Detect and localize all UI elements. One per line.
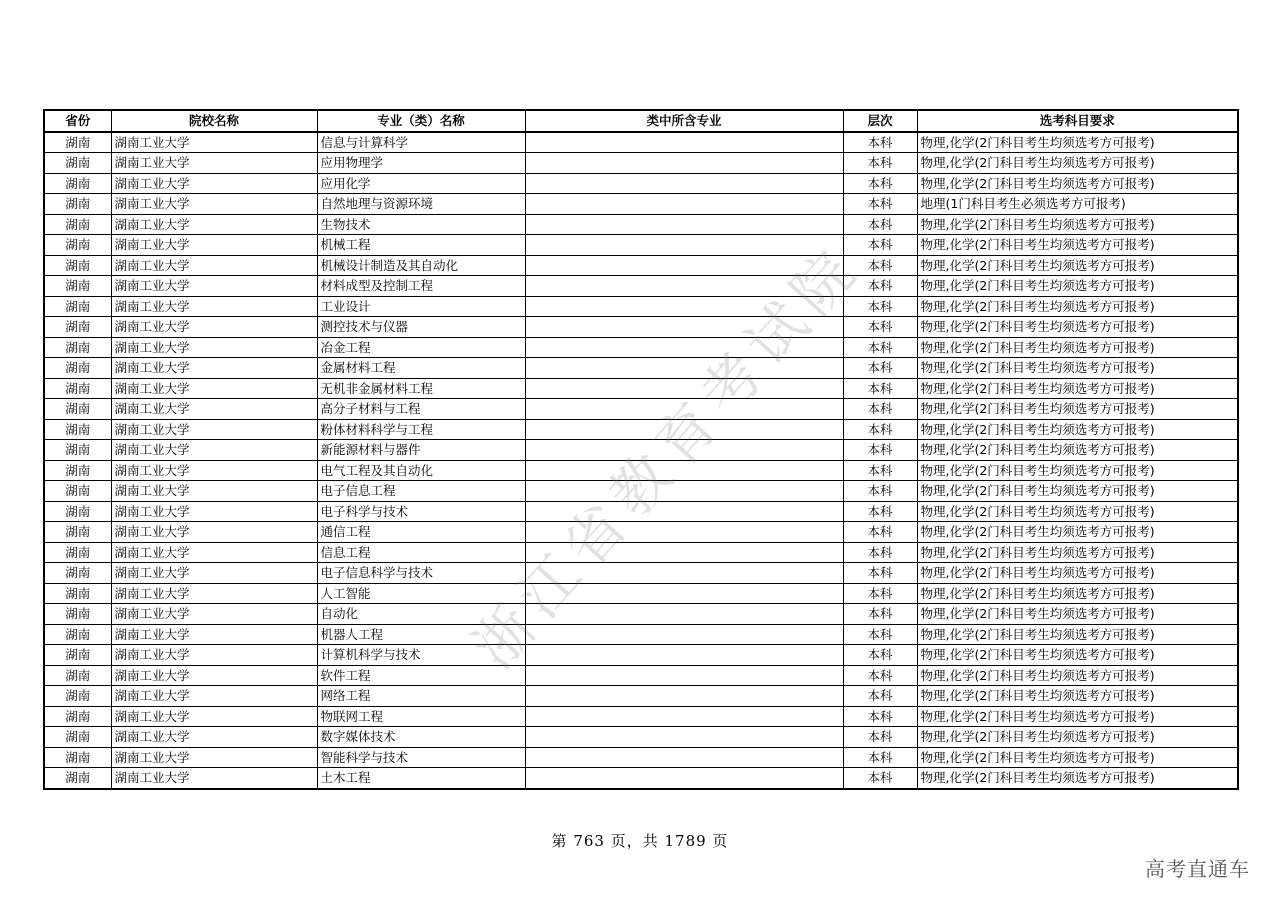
cell-major: 新能源材料与器件: [317, 440, 525, 461]
cell-subject-requirement: 物理,化学(2门科目考生均须选考方可报考): [917, 747, 1238, 768]
cell-school: 湖南工业大学: [111, 255, 317, 276]
table-row: [44, 214, 1238, 235]
cell-school: 湖南工业大学: [111, 132, 317, 153]
cell-major: 物联网工程: [317, 706, 525, 727]
cell-school: 湖南工业大学: [111, 337, 317, 358]
cell-school: 湖南工业大学: [111, 378, 317, 399]
cell-level: 本科: [843, 132, 917, 153]
cell-major: 电气工程及其自动化: [317, 460, 525, 481]
cell-included-majors: [525, 440, 843, 461]
cell-level: 本科: [843, 235, 917, 256]
cell-subject-requirement: 物理,化学(2门科目考生均须选考方可报考): [917, 399, 1238, 420]
cell-subject-requirement: 物理,化学(2门科目考生均须选考方可报考): [917, 624, 1238, 645]
cell-level: 本科: [843, 337, 917, 358]
cell-province: 湖南: [44, 604, 111, 625]
cell-province: 湖南: [44, 419, 111, 440]
cell-included-majors: [525, 747, 843, 768]
cell-school: 湖南工业大学: [111, 706, 317, 727]
table-row: [44, 542, 1238, 563]
table-row: [44, 194, 1238, 215]
cell-subject-requirement: 物理,化学(2门科目考生均须选考方可报考): [917, 583, 1238, 604]
table-row: [44, 399, 1238, 420]
table-row: [44, 378, 1238, 399]
brand-logo-text: 高考直通车: [1145, 857, 1250, 881]
table-row: [44, 686, 1238, 707]
cell-included-majors: [525, 481, 843, 502]
cell-included-majors: [525, 378, 843, 399]
cell-school: 湖南工业大学: [111, 481, 317, 502]
cell-level: 本科: [843, 768, 917, 789]
table-row: [44, 235, 1238, 256]
cell-subject-requirement: 物理,化学(2门科目考生均须选考方可报考): [917, 665, 1238, 686]
cell-included-majors: [525, 645, 843, 666]
cell-school: 湖南工业大学: [111, 399, 317, 420]
cell-included-majors: [525, 501, 843, 522]
cell-school: 湖南工业大学: [111, 604, 317, 625]
cell-school: 湖南工业大学: [111, 153, 317, 174]
table-row: [44, 337, 1238, 358]
table-row: [44, 665, 1238, 686]
cell-subject-requirement: 物理,化学(2门科目考生均须选考方可报考): [917, 440, 1238, 461]
cell-province: 湖南: [44, 727, 111, 748]
cell-major: 自动化: [317, 604, 525, 625]
cell-level: 本科: [843, 563, 917, 584]
cell-subject-requirement: 物理,化学(2门科目考生均须选考方可报考): [917, 337, 1238, 358]
cell-major: 机械工程: [317, 235, 525, 256]
cell-subject-requirement: 物理,化学(2门科目考生均须选考方可报考): [917, 358, 1238, 379]
cell-school: 湖南工业大学: [111, 542, 317, 563]
cell-level: 本科: [843, 317, 917, 338]
cell-school: 湖南工业大学: [111, 194, 317, 215]
cell-major: 通信工程: [317, 522, 525, 543]
cell-major: 信息与计算科学: [317, 132, 525, 153]
cell-level: 本科: [843, 296, 917, 317]
cell-level: 本科: [843, 419, 917, 440]
table-row: [44, 460, 1238, 481]
cell-level: 本科: [843, 665, 917, 686]
cell-included-majors: [525, 419, 843, 440]
cell-subject-requirement: 物理,化学(2门科目考生均须选考方可报考): [917, 460, 1238, 481]
table-row: [44, 419, 1238, 440]
cell-level: 本科: [843, 542, 917, 563]
table-row: [44, 583, 1238, 604]
table-row: [44, 358, 1238, 379]
cell-included-majors: [525, 583, 843, 604]
page-number: 第 763 页，共 1789 页: [551, 832, 729, 850]
cell-province: 湖南: [44, 235, 111, 256]
cell-school: 湖南工业大学: [111, 276, 317, 297]
cell-major: 数字媒体技术: [317, 727, 525, 748]
table-row: [44, 481, 1238, 502]
cell-subject-requirement: 物理,化学(2门科目考生均须选考方可报考): [917, 296, 1238, 317]
cell-level: 本科: [843, 173, 917, 194]
admission-table: [43, 109, 1239, 790]
cell-province: 湖南: [44, 481, 111, 502]
cell-province: 湖南: [44, 563, 111, 584]
cell-major: 网络工程: [317, 686, 525, 707]
watermark: 浙江省教育考试院: [459, 231, 875, 682]
cell-major: 机器人工程: [317, 624, 525, 645]
cell-school: 湖南工业大学: [111, 747, 317, 768]
cell-school: 湖南工业大学: [111, 645, 317, 666]
cell-level: 本科: [843, 686, 917, 707]
cell-level: 本科: [843, 604, 917, 625]
cell-major: 粉体材料科学与工程: [317, 419, 525, 440]
cell-level: 本科: [843, 501, 917, 522]
cell-major: 冶金工程: [317, 337, 525, 358]
cell-province: 湖南: [44, 645, 111, 666]
cell-province: 湖南: [44, 194, 111, 215]
cell-included-majors: [525, 563, 843, 584]
table-row: [44, 645, 1238, 666]
cell-subject-requirement: 物理,化学(2门科目考生均须选考方可报考): [917, 317, 1238, 338]
cell-major: 智能科学与技术: [317, 747, 525, 768]
cell-level: 本科: [843, 481, 917, 502]
table-row: [44, 706, 1238, 727]
cell-major: 人工智能: [317, 583, 525, 604]
table-header-row: [44, 110, 1238, 132]
cell-school: 湖南工业大学: [111, 727, 317, 748]
cell-included-majors: [525, 173, 843, 194]
cell-province: 湖南: [44, 747, 111, 768]
cell-province: 湖南: [44, 132, 111, 153]
table-row: [44, 747, 1238, 768]
cell-subject-requirement: 物理,化学(2门科目考生均须选考方可报考): [917, 563, 1238, 584]
cell-major: 材料成型及控制工程: [317, 276, 525, 297]
cell-major: 无机非金属材料工程: [317, 378, 525, 399]
cell-province: 湖南: [44, 358, 111, 379]
cell-subject-requirement: 物理,化学(2门科目考生均须选考方可报考): [917, 153, 1238, 174]
cell-included-majors: [525, 276, 843, 297]
cell-school: 湖南工业大学: [111, 296, 317, 317]
cell-level: 本科: [843, 440, 917, 461]
cell-included-majors: [525, 235, 843, 256]
cell-province: 湖南: [44, 255, 111, 276]
cell-subject-requirement: 物理,化学(2门科目考生均须选考方可报考): [917, 235, 1238, 256]
cell-included-majors: [525, 317, 843, 338]
cell-level: 本科: [843, 727, 917, 748]
cell-subject-requirement: 物理,化学(2门科目考生均须选考方可报考): [917, 255, 1238, 276]
cell-school: 湖南工业大学: [111, 768, 317, 789]
cell-school: 湖南工业大学: [111, 624, 317, 645]
cell-province: 湖南: [44, 214, 111, 235]
table-row: [44, 522, 1238, 543]
cell-included-majors: [525, 686, 843, 707]
header-included-majors: 类中所含专业: [525, 110, 843, 132]
cell-province: 湖南: [44, 665, 111, 686]
cell-included-majors: [525, 399, 843, 420]
cell-province: 湖南: [44, 460, 111, 481]
table-row: [44, 173, 1238, 194]
cell-included-majors: [525, 296, 843, 317]
cell-school: 湖南工业大学: [111, 501, 317, 522]
cell-subject-requirement: 物理,化学(2门科目考生均须选考方可报考): [917, 706, 1238, 727]
cell-school: 湖南工业大学: [111, 522, 317, 543]
cell-province: 湖南: [44, 317, 111, 338]
cell-included-majors: [525, 522, 843, 543]
cell-included-majors: [525, 358, 843, 379]
cell-level: 本科: [843, 460, 917, 481]
table-row: [44, 768, 1238, 789]
cell-school: 湖南工业大学: [111, 583, 317, 604]
cell-school: 湖南工业大学: [111, 665, 317, 686]
cell-major: 应用化学: [317, 173, 525, 194]
cell-included-majors: [525, 768, 843, 789]
table-row: [44, 563, 1238, 584]
cell-province: 湖南: [44, 276, 111, 297]
header-subject-requirement: 选考科目要求: [917, 110, 1238, 132]
cell-major: 测控技术与仪器: [317, 317, 525, 338]
cell-province: 湖南: [44, 522, 111, 543]
cell-included-majors: [525, 460, 843, 481]
cell-subject-requirement: 物理,化学(2门科目考生均须选考方可报考): [917, 645, 1238, 666]
cell-included-majors: [525, 665, 843, 686]
cell-included-majors: [525, 153, 843, 174]
cell-level: 本科: [843, 399, 917, 420]
cell-school: 湖南工业大学: [111, 214, 317, 235]
cell-province: 湖南: [44, 378, 111, 399]
cell-subject-requirement: 物理,化学(2门科目考生均须选考方可报考): [917, 522, 1238, 543]
cell-major: 工业设计: [317, 296, 525, 317]
header-level: 层次: [843, 110, 917, 132]
cell-included-majors: [525, 337, 843, 358]
cell-subject-requirement: 物理,化学(2门科目考生均须选考方可报考): [917, 542, 1238, 563]
table-row: [44, 624, 1238, 645]
cell-subject-requirement: 物理,化学(2门科目考生均须选考方可报考): [917, 727, 1238, 748]
cell-subject-requirement: 物理,化学(2门科目考生均须选考方可报考): [917, 276, 1238, 297]
cell-subject-requirement: 地理(1门科目考生必须选考方可报考): [917, 194, 1238, 215]
cell-included-majors: [525, 706, 843, 727]
cell-province: 湖南: [44, 296, 111, 317]
cell-level: 本科: [843, 645, 917, 666]
cell-school: 湖南工业大学: [111, 686, 317, 707]
cell-level: 本科: [843, 255, 917, 276]
cell-subject-requirement: 物理,化学(2门科目考生均须选考方可报考): [917, 173, 1238, 194]
cell-school: 湖南工业大学: [111, 419, 317, 440]
cell-school: 湖南工业大学: [111, 460, 317, 481]
cell-major: 金属材料工程: [317, 358, 525, 379]
table-row: [44, 276, 1238, 297]
table-row: [44, 153, 1238, 174]
table-row: [44, 255, 1238, 276]
cell-major: 应用物理学: [317, 153, 525, 174]
header-school: 院校名称: [111, 110, 317, 132]
cell-school: 湖南工业大学: [111, 173, 317, 194]
cell-province: 湖南: [44, 706, 111, 727]
cell-subject-requirement: 物理,化学(2门科目考生均须选考方可报考): [917, 481, 1238, 502]
cell-school: 湖南工业大学: [111, 235, 317, 256]
cell-school: 湖南工业大学: [111, 358, 317, 379]
cell-province: 湖南: [44, 399, 111, 420]
cell-level: 本科: [843, 153, 917, 174]
cell-subject-requirement: 物理,化学(2门科目考生均须选考方可报考): [917, 214, 1238, 235]
cell-included-majors: [525, 624, 843, 645]
cell-subject-requirement: 物理,化学(2门科目考生均须选考方可报考): [917, 501, 1238, 522]
cell-school: 湖南工业大学: [111, 440, 317, 461]
cell-school: 湖南工业大学: [111, 563, 317, 584]
cell-major: 计算机科学与技术: [317, 645, 525, 666]
cell-included-majors: [525, 542, 843, 563]
cell-level: 本科: [843, 358, 917, 379]
cell-level: 本科: [843, 194, 917, 215]
cell-level: 本科: [843, 522, 917, 543]
cell-subject-requirement: 物理,化学(2门科目考生均须选考方可报考): [917, 768, 1238, 789]
header-province: 省份: [44, 110, 111, 132]
cell-included-majors: [525, 214, 843, 235]
cell-level: 本科: [843, 378, 917, 399]
cell-major: 软件工程: [317, 665, 525, 686]
cell-province: 湖南: [44, 173, 111, 194]
cell-major: 机械设计制造及其自动化: [317, 255, 525, 276]
cell-major: 信息工程: [317, 542, 525, 563]
cell-school: 湖南工业大学: [111, 317, 317, 338]
cell-included-majors: [525, 727, 843, 748]
cell-province: 湖南: [44, 542, 111, 563]
cell-level: 本科: [843, 624, 917, 645]
cell-major: 土木工程: [317, 768, 525, 789]
cell-included-majors: [525, 194, 843, 215]
cell-subject-requirement: 物理,化学(2门科目考生均须选考方可报考): [917, 419, 1238, 440]
cell-province: 湖南: [44, 686, 111, 707]
cell-major: 电子信息科学与技术: [317, 563, 525, 584]
cell-major: 高分子材料与工程: [317, 399, 525, 420]
header-major: 专业（类）名称: [317, 110, 525, 132]
cell-major: 电子信息工程: [317, 481, 525, 502]
cell-included-majors: [525, 255, 843, 276]
cell-province: 湖南: [44, 583, 111, 604]
cell-subject-requirement: 物理,化学(2门科目考生均须选考方可报考): [917, 132, 1238, 153]
cell-major: 电子科学与技术: [317, 501, 525, 522]
cell-province: 湖南: [44, 153, 111, 174]
table-row: [44, 132, 1238, 153]
cell-province: 湖南: [44, 337, 111, 358]
table-row: [44, 501, 1238, 522]
table-row: [44, 440, 1238, 461]
cell-level: 本科: [843, 276, 917, 297]
table-row: [44, 604, 1238, 625]
cell-subject-requirement: 物理,化学(2门科目考生均须选考方可报考): [917, 686, 1238, 707]
cell-level: 本科: [843, 214, 917, 235]
table-row: [44, 727, 1238, 748]
cell-province: 湖南: [44, 624, 111, 645]
cell-province: 湖南: [44, 501, 111, 522]
cell-level: 本科: [843, 747, 917, 768]
table-row: [44, 317, 1238, 338]
cell-included-majors: [525, 604, 843, 625]
cell-major: 生物技术: [317, 214, 525, 235]
cell-included-majors: [525, 132, 843, 153]
cell-major: 自然地理与资源环境: [317, 194, 525, 215]
cell-level: 本科: [843, 706, 917, 727]
cell-subject-requirement: 物理,化学(2门科目考生均须选考方可报考): [917, 378, 1238, 399]
cell-subject-requirement: 物理,化学(2门科目考生均须选考方可报考): [917, 604, 1238, 625]
table-body: [44, 132, 1238, 789]
cell-level: 本科: [843, 583, 917, 604]
table-row: [44, 296, 1238, 317]
cell-province: 湖南: [44, 440, 111, 461]
cell-province: 湖南: [44, 768, 111, 789]
